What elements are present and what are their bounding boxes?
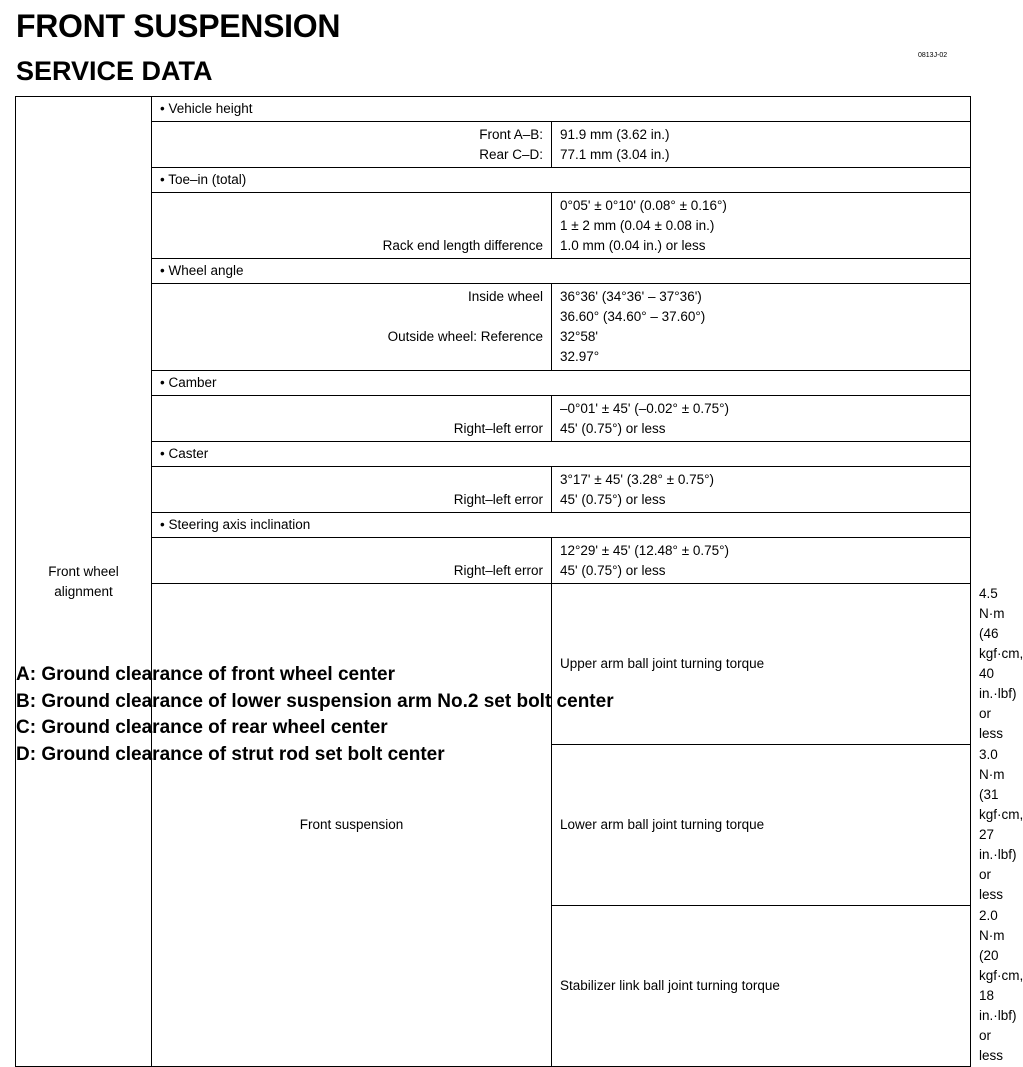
footnote: B: Ground clearance of lower suspension arm No.2 set bolt center [16,690,614,712]
wheel-angle-values: 36°36' (34°36' – 37°36') 36.60° (34.60° – 37.60°) 32°58' 32.97° [552,284,971,371]
table-row [16,284,971,371]
table-row [16,513,971,538]
table-row [16,396,971,442]
toe-in-labels: Rack end length difference [152,193,552,259]
table-row [16,193,971,259]
table-row [16,259,971,284]
wheel-angle-heading: • Wheel angle [152,259,971,284]
steering-axis-values: 12°29' ± 45' (12.48° ± 0.75°) 45' (0.75°) or less [552,538,971,584]
steering-axis-heading: • Steering axis inclination [152,513,971,538]
front-wheel-alignment-label: Front wheel alignment [16,97,152,1067]
service-data-table [15,96,1023,1067]
table-row: Lower arm ball joint turning torque 3.0 N·m (31 kgf·cm, 27 in.·lbf) or less [16,745,971,906]
table-row [16,122,971,168]
document-code: 0813J-02 [918,52,948,59]
table-row [16,168,971,193]
table-row [16,538,971,584]
footnote: D: Ground clearance of strut rod set bolt center [16,743,445,765]
suspension-item-label: Stabilizer link ball joint turning torque [552,906,971,1067]
page-title: FRONT SUSPENSION [16,8,341,44]
suspension-item-label: Lower arm ball joint turning torque [552,745,971,906]
toe-in-heading: • Toe–in (total) [152,168,971,193]
footnotes [16,662,614,768]
camber-values: –0°01' ± 45' (–0.02° ± 0.75°) 45' (0.75°) or less [552,396,971,442]
section-title: SERVICE DATA [16,56,213,86]
footnote: A: Ground clearance of front wheel center [16,664,396,685]
toe-in-values: 0°05' ± 0°10' (0.08° ± 0.16°) 1 ± 2 mm (0.04 ± 0.08 in.) 1.0 mm (0.04 in.) or less [552,193,971,259]
table-row [16,442,971,467]
caster-values: 3°17' ± 45' (3.28° ± 0.75°) 45' (0.75°) or less [552,467,971,513]
front-suspension-label: Front suspension [152,584,552,1067]
table-row: Stabilizer link ball joint turning torque 2.0 N·m (20 kgf·cm, 18 in.·lbf) or less [16,906,971,1067]
footnote: C: Ground clearance of rear wheel center [16,717,388,738]
table-row: Front suspension Upper arm ball joint turning torque 4.5 N·m (46 kgf·cm, 40 in.·lbf) or less [16,584,971,745]
vehicle-height-labels: Front A–B: Rear C–D: [152,122,552,168]
vehicle-height-heading: • Vehicle height [152,97,971,122]
vehicle-height-values: 91.9 mm (3.62 in.) 77.1 mm (3.04 in.) [552,122,971,168]
caster-labels: Right–left error [152,467,552,513]
wheel-angle-labels: Inside wheel Outside wheel: Reference [152,284,552,371]
caster-heading: • Caster [152,442,971,467]
camber-heading: • Camber [152,371,971,396]
camber-labels: Right–left error [152,396,552,442]
table-row [16,371,971,396]
table-row [16,467,971,513]
table-row [16,97,971,122]
suspension-item-label: Upper arm ball joint turning torque [552,584,971,745]
steering-axis-labels: Right–left error [152,538,552,584]
